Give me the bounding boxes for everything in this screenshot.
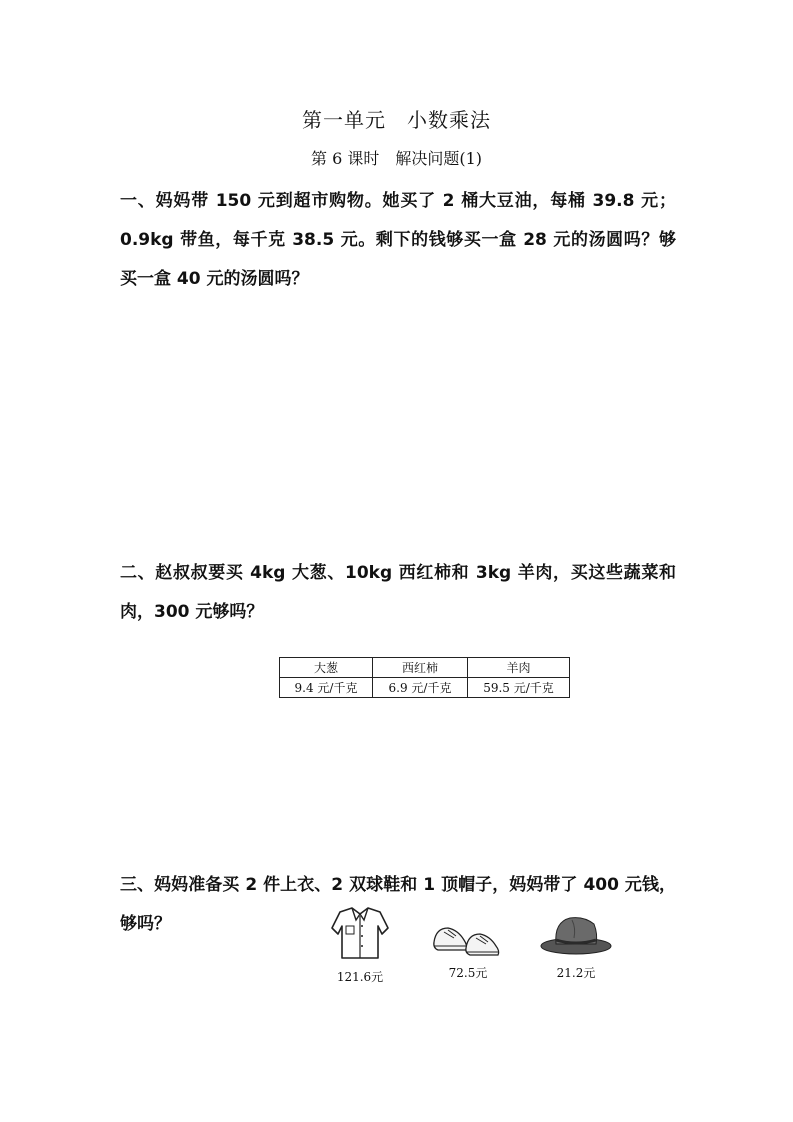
price-table	[279, 657, 570, 698]
question-1: 一、妈妈带 150 元到超市购物。她买了 2 桶大豆油，每桶 39.8 元；0.9kg 带鱼，每千克 38.5 元。剩下的钱够买一盒 28 元的汤圆吗？够买一盒 40 元的汤圆吗？	[120, 191, 676, 289]
table-header-mutton: 羊肉	[468, 658, 570, 678]
lesson-subtitle: 第 6 课时 解决问题(1)	[310, 149, 483, 168]
hat-price: 21.2元	[556, 966, 596, 980]
table-header-scallion: 大葱	[280, 658, 373, 678]
hat-icon	[538, 912, 614, 958]
item-shirt	[322, 904, 398, 985]
shoes-icon	[430, 918, 506, 958]
table-cell-tomato-price: 6.9 元/千克	[373, 678, 468, 698]
shirt-icon	[330, 904, 390, 962]
table-cell-scallion-price: 9.4 元/千克	[280, 678, 373, 698]
price-table-header-row	[280, 658, 570, 678]
page-title: 第一单元 小数乘法	[302, 108, 491, 132]
shirt-price: 121.6元	[336, 970, 384, 984]
item-hat	[536, 912, 616, 981]
question-3: 三、妈妈准备买 2 件上衣、2 双球鞋和 1 顶帽子，妈妈带了 400 元钱，够吗？	[120, 875, 676, 934]
question-2: 二、赵叔叔要买 4kg 大葱、10kg 西红柿和 3kg 羊肉，买这些蔬菜和肉，300 元够吗？	[120, 563, 676, 622]
item-shoes	[428, 918, 508, 981]
price-table-value-row	[280, 678, 570, 698]
shoes-price: 72.5元	[448, 966, 488, 980]
table-cell-mutton-price: 59.5 元/千克	[468, 678, 570, 698]
table-header-tomato: 西红柿	[373, 658, 468, 678]
